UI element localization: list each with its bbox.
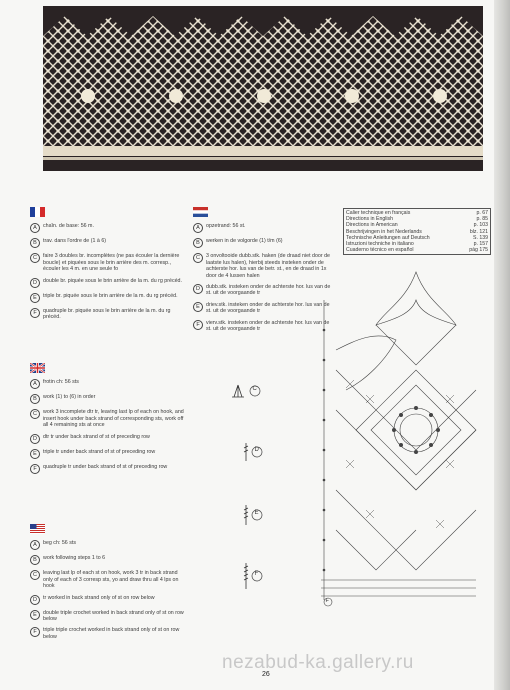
fr-step-c: [30, 253, 188, 272]
toc-label: Directions in English: [346, 216, 393, 223]
step-key: D: [30, 278, 40, 288]
us-step-d: [30, 595, 188, 605]
chart-symbol-key: F: [325, 598, 329, 604]
step-text: triple br. piquée sous le brin arrière de la m. du rg précéd.: [43, 292, 178, 299]
step-key: D: [30, 434, 40, 444]
symbol-f-quadruple-treble: [242, 562, 264, 592]
american-section: [30, 524, 188, 645]
step-key: C: [30, 253, 40, 263]
symbol-key: C: [252, 386, 257, 392]
nl-step-e: [193, 302, 336, 315]
us-flag-icon: [30, 524, 45, 534]
page-binding-edge: [494, 0, 510, 690]
step-key: E: [193, 302, 203, 312]
us-step-f: [30, 627, 188, 640]
watermark: nezabud-ka.gallery.ru: [222, 652, 414, 673]
symbol-key: F: [254, 571, 259, 577]
symbol-c-cluster: [232, 383, 262, 401]
symbol-key: E: [254, 510, 259, 516]
step-key: A: [30, 223, 40, 233]
fr-step-d: [30, 278, 188, 288]
nl-step-d: [193, 284, 336, 297]
toc-page: p. 157: [473, 241, 488, 248]
en-step-a: [30, 379, 188, 389]
step-text: werken in de volgorde (1) t/m (6): [206, 238, 283, 245]
lace-edging-photo: [43, 6, 483, 171]
step-key: B: [193, 238, 203, 248]
symbol-key: D: [254, 447, 259, 453]
step-text: quadruple tr under back strand of st of preceding row: [43, 463, 168, 470]
step-text: work following steps 1 to 6: [43, 555, 106, 562]
toc-page: p. 67: [476, 210, 488, 216]
nl-step-a: [193, 223, 336, 233]
step-key: D: [30, 595, 40, 605]
step-text: dubb.stk. insteken onder de achterste hor. lus van de st. uit de voorgaande tr: [206, 284, 331, 297]
toc-label: Calier technique en français: [346, 210, 411, 216]
crochet-chart-diagram: [316, 270, 486, 620]
toc-label: Cuaderno técnico en español: [346, 247, 414, 254]
nl-step-b: [193, 238, 336, 248]
en-step-f: [30, 464, 188, 474]
step-text: dtr tr under back strand of st of preceding row: [43, 433, 150, 440]
step-key: E: [30, 610, 40, 620]
toc-page: p. 85: [476, 216, 488, 223]
step-key: B: [30, 555, 40, 565]
fr-step-a: [30, 223, 188, 233]
us-step-b: [30, 555, 188, 565]
step-text: tr worked in back strand only of st on row below: [43, 594, 155, 601]
uk-flag-icon: [30, 363, 45, 373]
en-step-b: [30, 394, 188, 404]
step-key: A: [193, 223, 203, 233]
step-text: frotin ch: 56 sts: [43, 379, 79, 386]
fr-step-f: [30, 308, 188, 321]
step-text: double br. piquée sous le brin arrière de la m. du rg précéd.: [43, 277, 182, 284]
step-key: A: [30, 379, 40, 389]
symbol-e-triple-treble: [242, 504, 264, 528]
step-key: E: [30, 293, 40, 303]
step-key: C: [30, 409, 40, 419]
step-text: work (1) to (6) in order: [43, 394, 96, 401]
step-text: 3 onvoltooide dubb.stk. haken (de draad niet door de laatste lus halen), hierbij steeds insteken onder de achterste hor. lus van de betr. st., en de draad in 1x door de 4 lussen halen: [206, 253, 330, 279]
dutch-section: [193, 207, 336, 337]
fr-step-e: [30, 293, 188, 303]
step-key: C: [193, 253, 203, 263]
toc-label: Beschrijvingen in het Nederlands: [346, 228, 422, 235]
step-key: F: [30, 464, 40, 474]
step-text: triple triple crochet worked in back strand only of st on row below: [43, 627, 180, 640]
step-text: beg ch: 56 sts: [43, 540, 76, 547]
step-text: faire 3 doubles br. incomplètes (ne pas écouler la dernière boucle) et piquées sous le brin arrière des m. corresp., écouler les 4 m. en une seule fo: [43, 253, 180, 273]
step-text: chaîn. de base: 56 m.: [43, 223, 94, 230]
en-step-c: [30, 409, 188, 428]
page-number: 26: [262, 671, 270, 678]
step-key: A: [30, 540, 40, 550]
step-key: E: [30, 449, 40, 459]
en-step-d: [30, 434, 188, 444]
toc-page: blz. 121: [469, 228, 488, 235]
step-key: D: [193, 284, 203, 294]
step-text: leaving last lp of each st on hook, work 3 tr in back strand only of each of 3 corresp sts, yo and draw thru all 4 lps on hook: [43, 570, 179, 590]
step-key: B: [30, 238, 40, 248]
step-text: quadruple br. piquée sous le brin arrière de la m. du rg précéd.: [43, 307, 171, 321]
step-key: F: [193, 320, 203, 330]
step-key: F: [30, 627, 40, 637]
step-key: C: [30, 570, 40, 580]
step-text: trav. dans l'ordre de (1 à 6): [43, 238, 107, 245]
toc-page: p. 103: [473, 222, 488, 229]
nl-step-f: [193, 320, 336, 333]
language-index-box: [343, 208, 491, 255]
step-text: opzetrand: 56 st.: [206, 223, 246, 230]
french-flag-icon: [30, 207, 45, 217]
toc-label: Technische Anleitungen auf Deutsch: [346, 234, 430, 241]
toc-label: Istruzioni techniche in italiano: [346, 241, 414, 248]
toc-page: pág 175: [469, 247, 488, 254]
step-key: B: [30, 394, 40, 404]
english-section: [30, 363, 188, 479]
us-step-e: [30, 610, 188, 623]
toc-row[interactable]: [346, 247, 488, 253]
step-text: vierv.stk. insteken onder de achterste hor. lus van de st. uit de voorgaande tr: [206, 319, 330, 333]
step-text: double triple crochet worked in back strand only of st on row below: [43, 609, 184, 623]
french-section: [30, 207, 188, 325]
step-text: driev.stk. insteken onder de achterste hor. lus van de st. uit de voorgaande tr: [206, 301, 330, 315]
us-step-a: [30, 540, 188, 550]
symbol-d-double-treble: [242, 442, 264, 464]
en-step-e: [30, 449, 188, 459]
us-step-c: [30, 570, 188, 589]
toc-label: Directions in American: [346, 222, 398, 229]
step-text: work 3 incomplete dtr tr, leaving last lp of each on hook, and insert hook under back strand of corresponding sts, work off all 4 remaining sts at once: [43, 409, 184, 429]
step-text: triple tr under back strand of st of preceding row: [43, 448, 156, 455]
fr-step-b: [30, 238, 188, 248]
step-key: F: [30, 308, 40, 318]
nl-step-c: [193, 253, 336, 279]
dutch-flag-icon: [193, 207, 208, 217]
toc-page: S. 139: [473, 234, 488, 241]
